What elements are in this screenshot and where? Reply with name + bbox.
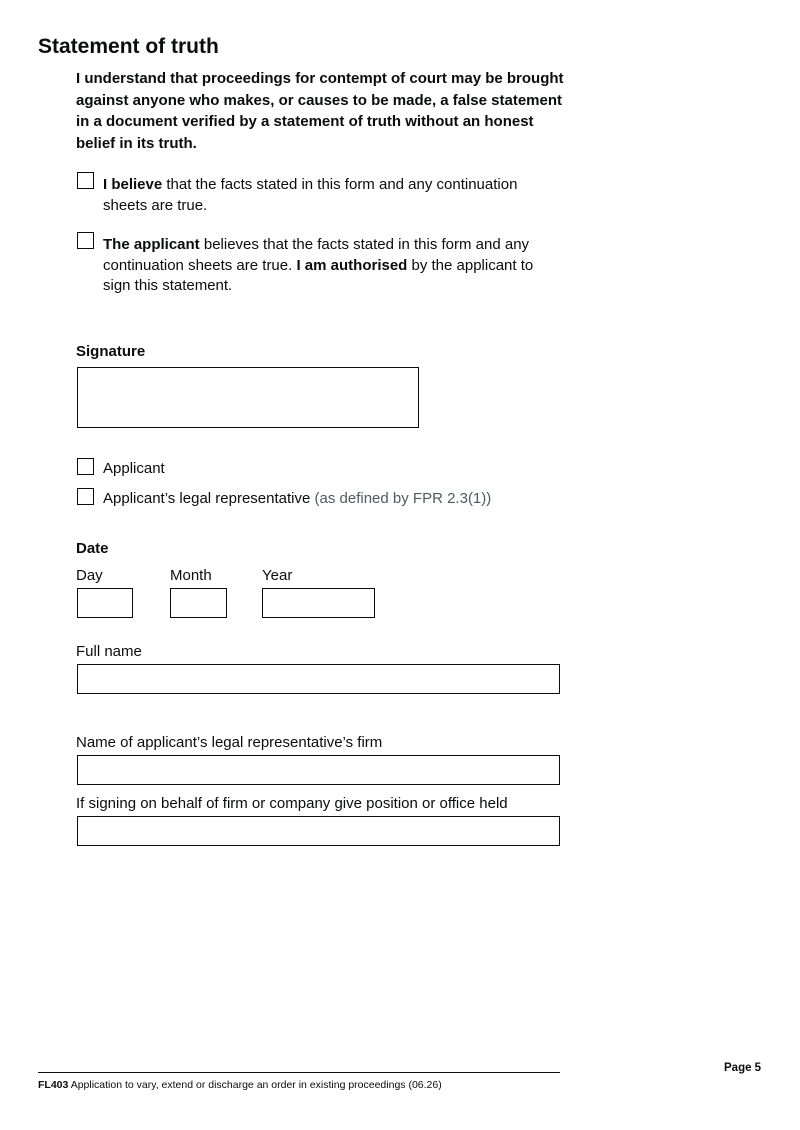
- applicant-believes-rest: believes that the facts stated in this form and any continuation sheets are true.: [103, 236, 530, 274]
- date-label: Date: [76, 540, 109, 557]
- day-input[interactable]: [77, 588, 133, 618]
- position-input[interactable]: [77, 816, 560, 846]
- signature-field[interactable]: [77, 367, 419, 428]
- legal-rep-checkbox[interactable]: [77, 488, 94, 505]
- applicant-checkbox[interactable]: [77, 458, 94, 475]
- believe-checkbox[interactable]: [77, 172, 94, 189]
- position-label: If signing on behalf of firm or company give position or office held: [76, 795, 508, 812]
- believe-option-rest: that the facts stated in this form and any continuation sheets are true.: [103, 176, 518, 214]
- legal-rep-note: (as defined by FPR 2.3(1)): [310, 490, 492, 507]
- page-number: Page 5: [724, 1062, 762, 1074]
- applicant-label-text: Applicant: [103, 460, 165, 477]
- believe-option-text: [103, 175, 563, 216]
- authorised-bold: I am authorised: [296, 256, 408, 274]
- year-label: Year: [262, 567, 293, 584]
- full-name-label: Full name: [76, 643, 142, 660]
- form-code: FL403: [38, 1079, 69, 1091]
- applicant-option-label: [103, 460, 165, 477]
- footer-form-title: [38, 1079, 442, 1091]
- applicant-believes-bold: The applicant: [103, 236, 200, 253]
- applicant-believes-checkbox[interactable]: [77, 232, 94, 249]
- authorised-rest: by the applicant to sign this statement.: [103, 256, 534, 294]
- form-title: Application to vary, extend or discharge an order in existing proceedings (06.26): [68, 1079, 442, 1091]
- full-name-input[interactable]: [77, 664, 560, 694]
- day-label: Day: [76, 567, 103, 584]
- legal-rep-option-label: [103, 490, 491, 507]
- believe-option-bold: I believe: [103, 176, 163, 193]
- signature-label: Signature: [76, 343, 146, 360]
- year-input[interactable]: [262, 588, 375, 618]
- page-title: Statement of truth: [38, 35, 219, 58]
- legal-rep-label-text: Applicant’s legal representative: [103, 490, 311, 507]
- applicant-believes-option-text: [103, 235, 563, 297]
- firm-name-input[interactable]: [77, 755, 560, 785]
- firm-name-label: Name of applicant’s legal representative’s firm: [76, 734, 383, 751]
- month-input[interactable]: [170, 588, 227, 618]
- statement-intro: I understand that proceedings for contempt of court may be brought against anyone who makes, or causes to be made, a false statement in a document verified by a statement of truth without an honest belief in its truth.: [76, 70, 564, 152]
- month-label: Month: [170, 567, 212, 584]
- footer-rule: [38, 1072, 560, 1073]
